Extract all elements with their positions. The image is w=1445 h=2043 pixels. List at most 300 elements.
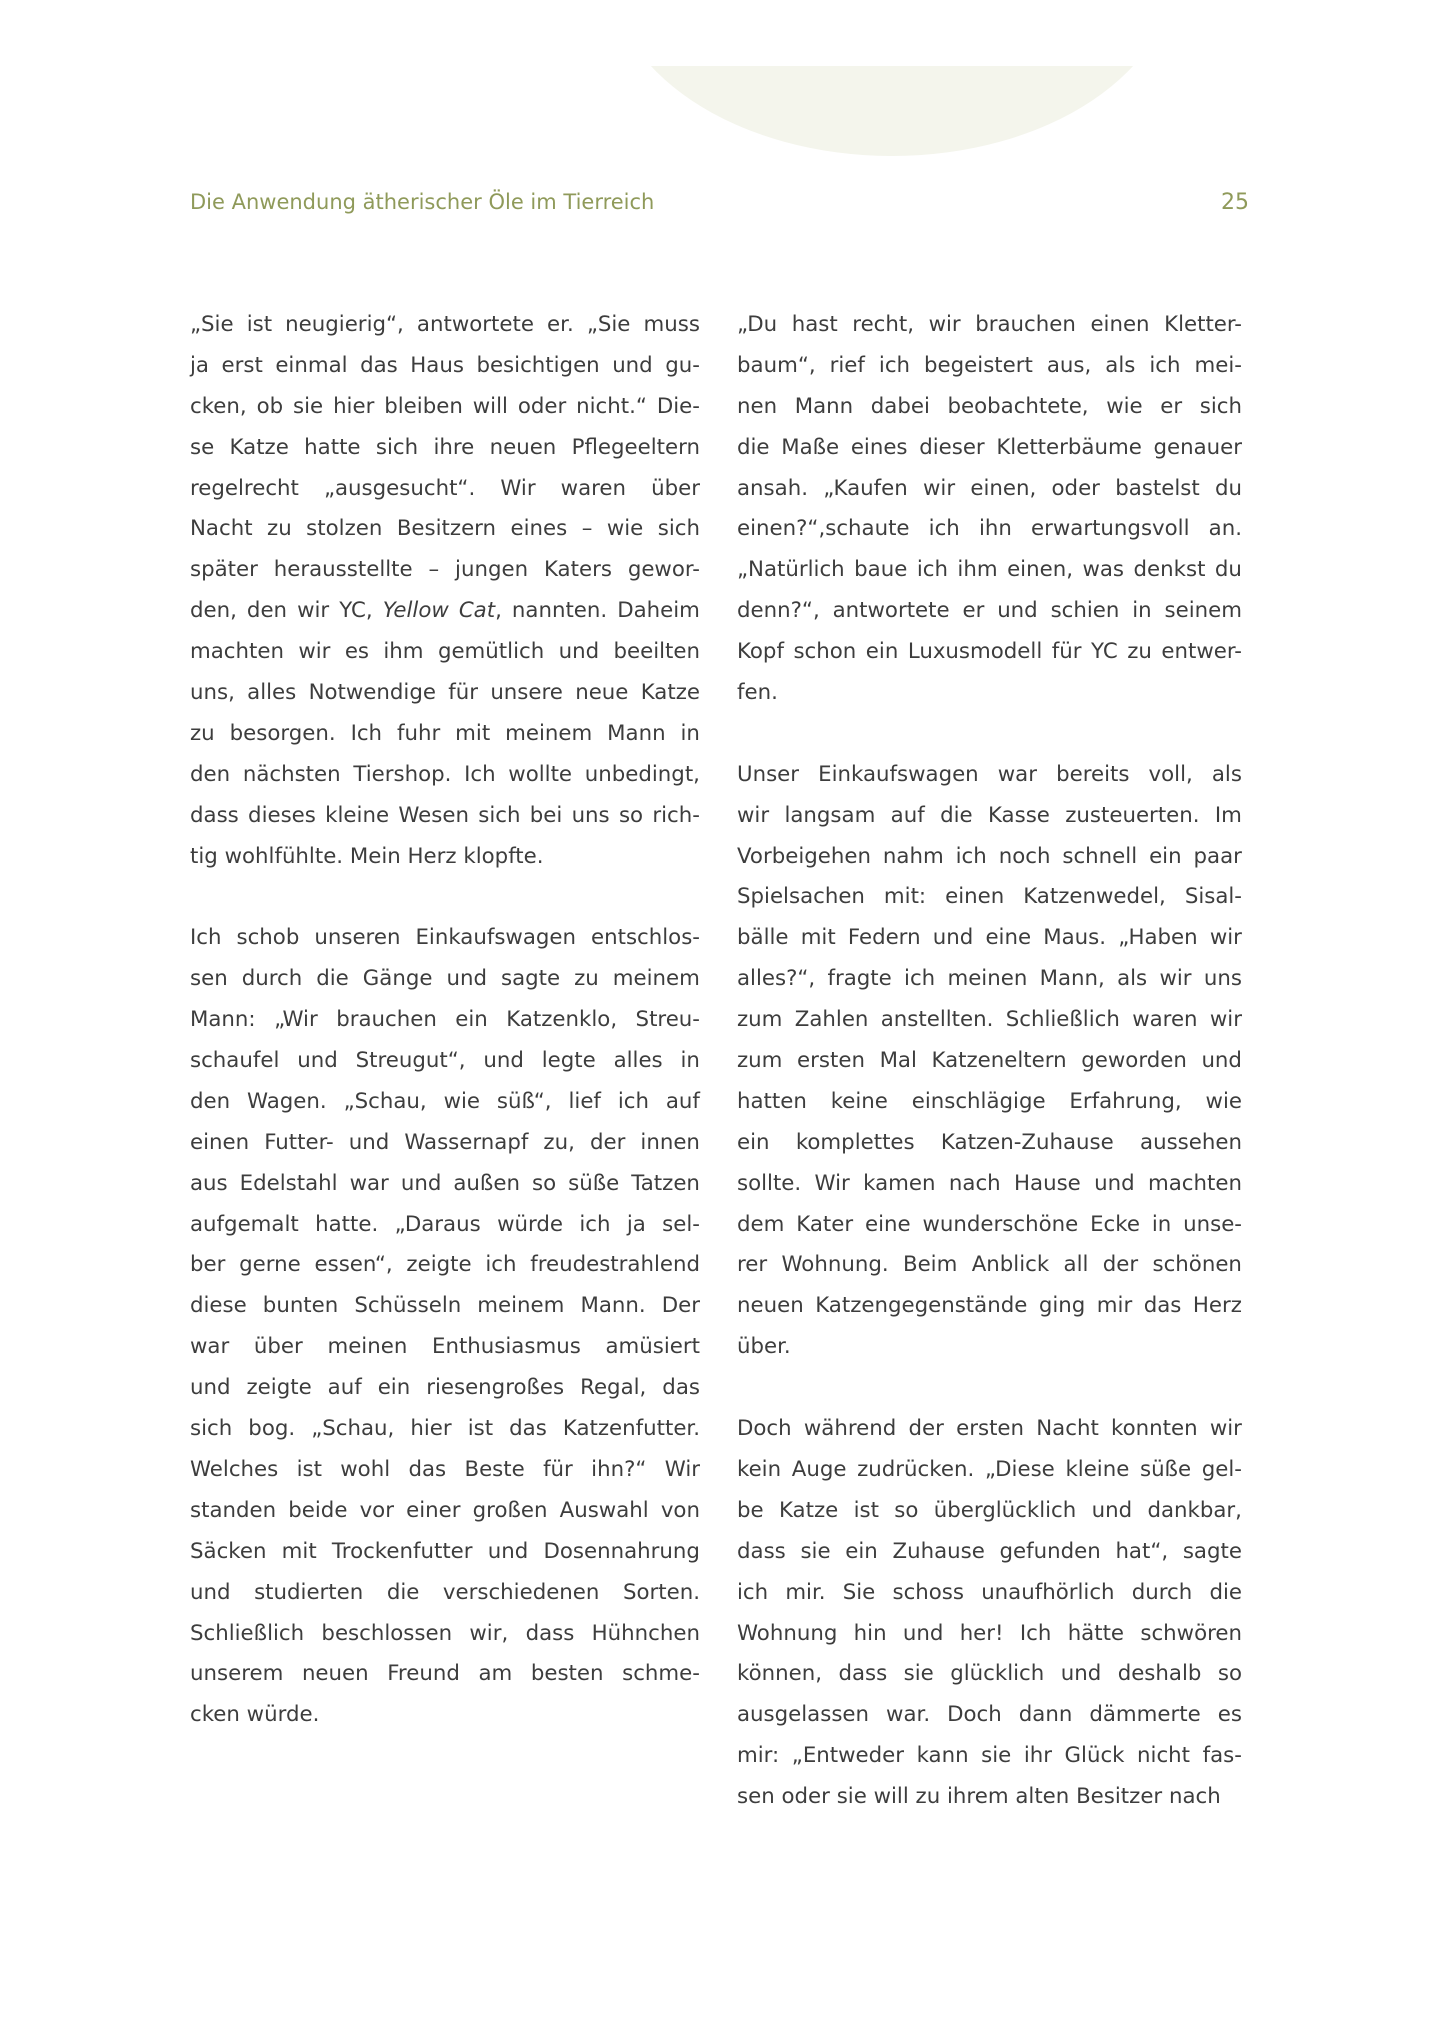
word: auf [665, 1088, 700, 1114]
word: nach [1168, 1784, 1221, 1810]
word: einen [945, 884, 1005, 910]
paragraph-gap [737, 1368, 1242, 1409]
word: beschlossen [321, 1620, 453, 1646]
word: in [680, 1048, 700, 1074]
word: Ich [1019, 1620, 1052, 1646]
word: Kletter- [1164, 312, 1242, 337]
word: YC [1091, 639, 1118, 665]
word: und [400, 1170, 442, 1196]
word: zeigte [406, 1252, 472, 1278]
word: war. [886, 1702, 931, 1728]
word: Regal, [580, 1375, 647, 1401]
text-line [190, 1041, 700, 1082]
word: meinen [327, 1334, 408, 1360]
word: ein [737, 1129, 770, 1155]
word: waren [560, 475, 627, 501]
word: und [1094, 1170, 1135, 1196]
word: antwortete [832, 598, 950, 624]
paragraph [737, 755, 1242, 1368]
word: schoss [892, 1579, 964, 1605]
word: durch [1131, 1579, 1193, 1605]
word: entwer- [1161, 639, 1242, 665]
word: cken [190, 1702, 240, 1728]
word: anstellten. [880, 1007, 994, 1033]
word: nach [948, 1170, 1001, 1196]
word: die [737, 434, 770, 460]
word: essen“, [314, 1252, 393, 1278]
word: will [472, 393, 508, 419]
word: innen [640, 1129, 700, 1155]
word: wie [443, 1088, 481, 1114]
text-line [190, 387, 700, 428]
word: ersten [956, 1416, 1025, 1442]
word: Wassernapf [404, 1129, 529, 1155]
word: nicht [1137, 1743, 1191, 1769]
word: schien [1050, 598, 1120, 624]
word: Einkaufswagen [818, 761, 979, 787]
word: riesengroßes [426, 1375, 565, 1401]
word: keine [830, 1088, 888, 1114]
word: einen [1090, 312, 1150, 337]
word: die [940, 802, 973, 828]
word: sie [836, 1784, 867, 1810]
text-line [737, 1736, 1242, 1777]
word: schme- [622, 1661, 700, 1687]
word: war [349, 1170, 389, 1196]
word: jungen [455, 557, 529, 583]
word: wunderschöne [922, 1211, 1079, 1237]
word: sich [657, 516, 700, 542]
word: Streugut“, [355, 1048, 466, 1074]
word: Streu- [635, 1007, 700, 1033]
word: besten [530, 1661, 604, 1687]
word: nannten. [511, 598, 608, 624]
word: sie [800, 1538, 831, 1564]
word: Katzeneltern [931, 1048, 1067, 1074]
word: einer [406, 1497, 461, 1523]
word: über [651, 475, 700, 501]
word: dankbar, [1147, 1497, 1242, 1523]
word: rief [829, 352, 865, 378]
word: wir [1159, 966, 1192, 992]
word: sagte [1182, 1538, 1242, 1564]
word: gel- [1201, 1456, 1242, 1482]
word: Beste [464, 1456, 525, 1482]
word: als [1105, 352, 1136, 378]
text-line [737, 387, 1242, 428]
word: kamen [863, 1170, 936, 1196]
word: einen, [970, 475, 1037, 501]
word: einen, [1007, 557, 1073, 583]
text-line [737, 1286, 1242, 1327]
word: er [1160, 393, 1183, 419]
word: und [297, 1048, 338, 1074]
text-line [190, 632, 700, 673]
text-line [190, 591, 700, 632]
word: wir, [469, 1620, 509, 1646]
word: mei- [1194, 352, 1242, 378]
word: Ecke [1090, 1211, 1140, 1237]
text-line [737, 918, 1242, 959]
word: waren [1132, 1007, 1198, 1033]
word: geworden [1081, 1048, 1187, 1074]
word: paar [1193, 843, 1242, 869]
word: ist [853, 1497, 879, 1523]
word: sie [981, 1743, 1012, 1769]
word: gemütlich [437, 639, 545, 665]
word: Hause [1014, 1170, 1081, 1196]
word: gu- [665, 352, 700, 378]
word: das [662, 1375, 700, 1401]
word: Welches [190, 1456, 279, 1482]
word: Ich [464, 761, 496, 787]
word: Mann. [580, 1293, 646, 1319]
word: die [1209, 1579, 1242, 1605]
word: brauchen [336, 1007, 437, 1033]
text-line [737, 1777, 1242, 1818]
word: se [190, 434, 215, 460]
word: Wohnung. [781, 1252, 889, 1278]
text-line [190, 755, 700, 796]
word: ich [579, 1211, 611, 1237]
word: machten [1148, 1170, 1242, 1196]
word: langsam [784, 802, 876, 828]
word: mit [800, 925, 836, 951]
word: Spielsachen [737, 884, 865, 910]
word: ein [865, 639, 899, 665]
word: und [932, 925, 974, 951]
word: Zuhause [892, 1538, 985, 1564]
word: ist [467, 1416, 494, 1442]
word: Sisal- [1184, 884, 1242, 910]
word: nächsten [242, 761, 341, 787]
word: Ich [350, 720, 383, 746]
word: all [1063, 1252, 1089, 1278]
word: „Haben [1118, 925, 1198, 951]
word: aus, [1046, 352, 1092, 378]
word: Enthusiasmus [432, 1334, 581, 1360]
paragraph-gap [737, 714, 1242, 755]
word: war [997, 761, 1037, 787]
word: beide [288, 1497, 348, 1523]
word: her! [959, 1620, 1004, 1646]
word: für [543, 1456, 573, 1482]
word: Mann: [190, 1007, 256, 1033]
text-line [190, 714, 700, 755]
word: fuhr [396, 720, 441, 746]
word: für [448, 680, 479, 706]
word: zeigte [246, 1375, 312, 1401]
word: großen [472, 1497, 548, 1523]
word: während [803, 1416, 897, 1442]
word: ich [916, 557, 948, 583]
word: ob [256, 393, 284, 419]
text-line [737, 591, 1242, 632]
word: meinem [505, 720, 593, 746]
word: Nacht [1036, 1416, 1099, 1442]
word: mit [455, 720, 491, 746]
word: wir [923, 475, 956, 501]
word: Katzenfutter. [562, 1416, 700, 1442]
word: Schließlich [1005, 1007, 1120, 1033]
word: aus [190, 1170, 228, 1196]
word: unsere [490, 680, 563, 706]
text-line [737, 550, 1242, 591]
word: Säcken [190, 1538, 267, 1564]
word: aussehen [1140, 1129, 1242, 1155]
word: „Du [737, 312, 778, 337]
word: Katers [543, 557, 612, 583]
word: Mal [879, 1048, 917, 1074]
word: ber [190, 1252, 226, 1278]
word: dass [525, 1620, 575, 1646]
word: Tatzen [631, 1170, 700, 1196]
word: Beim [902, 1252, 958, 1278]
word: Auge [791, 1456, 847, 1482]
word: durch [241, 966, 303, 992]
word: genauer [1153, 434, 1242, 460]
word: so [531, 1170, 557, 1196]
word: recht, [852, 312, 915, 337]
word: machten [190, 639, 284, 665]
word: Sie [842, 1579, 876, 1605]
word: konnten [1111, 1416, 1198, 1442]
word: „Entweder [791, 1743, 905, 1769]
word: eine [864, 1211, 911, 1237]
word: der [589, 1129, 626, 1155]
text-line [190, 1245, 700, 1286]
word: wohlfühlte. [224, 843, 344, 869]
word: Die- [656, 393, 700, 419]
word: beeilten [613, 639, 700, 665]
word: denkst [1133, 557, 1206, 583]
word: süße [1139, 1456, 1192, 1482]
word: über [253, 1334, 303, 1360]
word: Katzengegenstände [815, 1293, 1028, 1319]
word: hier [333, 393, 375, 419]
word: „Wir [274, 1007, 318, 1033]
text-line [737, 1041, 1242, 1082]
word: und [483, 1048, 524, 1074]
word: Trockenfutter [331, 1538, 473, 1564]
word: war [190, 1334, 230, 1360]
text-line [737, 673, 1242, 714]
word: wir [297, 598, 330, 624]
word: bunten [262, 1293, 339, 1319]
word: so [1217, 1661, 1242, 1687]
word: neugierig“, [285, 312, 404, 337]
word: beobachtete, [947, 393, 1089, 419]
word: einmal [275, 352, 348, 378]
word: am [478, 1661, 513, 1687]
word: klopfte. [463, 843, 544, 869]
word: wir [298, 639, 331, 665]
text-line [737, 959, 1242, 1000]
word: zu [915, 1784, 941, 1810]
word: die [316, 966, 349, 992]
word: das [408, 1456, 447, 1482]
word: begeistert [924, 352, 1033, 378]
word: eines [510, 516, 568, 542]
word: den, [190, 598, 237, 624]
word: besorgen. [229, 720, 336, 746]
word: würde [497, 1211, 563, 1237]
word: Katzenwedel, [1023, 884, 1166, 910]
word: Gänge [362, 966, 433, 992]
text-line [190, 1695, 700, 1736]
word: Besitzer [1076, 1784, 1163, 1810]
word: hier [410, 1416, 452, 1442]
word: uns [1203, 966, 1242, 992]
word: Wagen. [247, 1088, 327, 1114]
text-line [190, 1614, 700, 1655]
word: Katze [778, 1497, 839, 1523]
word: „Daraus [394, 1211, 481, 1237]
word: Wohnung [737, 1620, 838, 1646]
word: Der [661, 1293, 700, 1319]
word: ja [190, 352, 209, 378]
word: Mann [607, 720, 666, 746]
word: gerne [239, 1252, 301, 1278]
word: und [1091, 1497, 1133, 1523]
word: einen?“,schaute [737, 516, 910, 542]
word: oder [781, 1784, 830, 1810]
word: wir [928, 312, 961, 337]
page-number: 25 [1221, 190, 1249, 215]
word: fragte [827, 966, 892, 992]
word: das [360, 352, 398, 378]
word: schnell [1062, 843, 1138, 869]
word: baue [854, 557, 908, 583]
word: sich [190, 1416, 233, 1442]
word: bleiben [384, 393, 463, 419]
word: seinem [1164, 598, 1242, 624]
word: sagte [500, 966, 561, 992]
word: dass [737, 1538, 786, 1564]
word: zu [574, 966, 599, 992]
text-line [190, 1368, 700, 1409]
text-line [737, 1123, 1242, 1164]
word: oder [1051, 475, 1100, 501]
word: ihr [1023, 1743, 1052, 1769]
text-line [737, 1491, 1242, 1532]
word: verschiedenen [442, 1579, 600, 1605]
word: er [962, 598, 985, 624]
word: bastelst [1115, 475, 1200, 501]
word: uns [571, 802, 610, 828]
word: wie [606, 516, 644, 542]
word: und [1201, 1048, 1242, 1074]
word: in [680, 720, 700, 746]
word: ich [878, 352, 911, 378]
text-line [190, 346, 700, 387]
word: der [1102, 1252, 1139, 1278]
word: ihn [978, 516, 1012, 542]
text-line [190, 1164, 700, 1205]
text-line [190, 1000, 700, 1041]
word: mir. [785, 1579, 826, 1605]
word: ihn?“ [591, 1456, 647, 1482]
word: be [737, 1497, 764, 1523]
word: Notwendige [308, 680, 436, 706]
text-line [190, 469, 700, 510]
word: mir: [737, 1743, 780, 1769]
word: sollte. [737, 1170, 802, 1196]
text-line [737, 1327, 1242, 1368]
word: ist [246, 312, 273, 337]
word: Futter- [264, 1129, 334, 1155]
word: regelrecht [190, 475, 299, 501]
word: YC, [339, 598, 373, 624]
word: legte [541, 1048, 596, 1074]
word: sich [478, 802, 521, 828]
text-line [737, 1245, 1242, 1286]
word: rer [737, 1252, 768, 1278]
text-line [190, 796, 700, 837]
word: hast [791, 312, 838, 337]
paragraph [190, 918, 700, 1736]
word: „ausgesucht“. [323, 475, 476, 501]
text-line [737, 346, 1242, 387]
word: hatte [304, 434, 361, 460]
text-line [190, 1286, 700, 1327]
word: Nacht [190, 516, 253, 542]
text-line [190, 1205, 700, 1246]
word: ich [904, 966, 936, 992]
word: wohl [340, 1456, 391, 1482]
word: rich- [652, 802, 700, 828]
word: und [446, 966, 487, 992]
word: der [908, 1416, 944, 1442]
word: mir [1096, 1293, 1133, 1319]
word: Unser [737, 761, 800, 787]
word: herausstellte [273, 557, 413, 583]
text-line [737, 1205, 1242, 1246]
text-line [737, 632, 1242, 673]
word: sie [293, 393, 324, 419]
word: an. [1208, 516, 1242, 542]
word: ihm [383, 639, 424, 665]
word: glücklich [950, 1661, 1045, 1687]
word: ihrem [947, 1784, 1009, 1810]
word: Luxusmodell [907, 639, 1043, 665]
text-line [190, 1082, 700, 1123]
text-column-left [190, 305, 700, 1736]
word: bälle [737, 925, 789, 951]
word: nicht.“ [576, 393, 647, 419]
word: wie [1106, 393, 1143, 419]
word: vor [359, 1497, 394, 1523]
word: alles [613, 1048, 663, 1074]
word: komplettes [795, 1129, 915, 1155]
word: so [894, 1497, 919, 1523]
word: zu [190, 720, 215, 746]
word: Maße [781, 434, 840, 460]
word: meinem [477, 1293, 565, 1319]
word: Mann, [1039, 966, 1105, 992]
word: Mein [349, 843, 401, 869]
word: dabei [870, 393, 930, 419]
word: Cat, [458, 598, 502, 624]
word: ihre [433, 434, 475, 460]
text-line [190, 550, 700, 591]
text-line [190, 1532, 700, 1573]
paragraph-gap [190, 877, 700, 918]
word: Doch [737, 1416, 792, 1442]
word: das [1143, 1293, 1182, 1319]
word: wir [1209, 1416, 1242, 1442]
word: Katzen-Zuhause [940, 1129, 1114, 1155]
